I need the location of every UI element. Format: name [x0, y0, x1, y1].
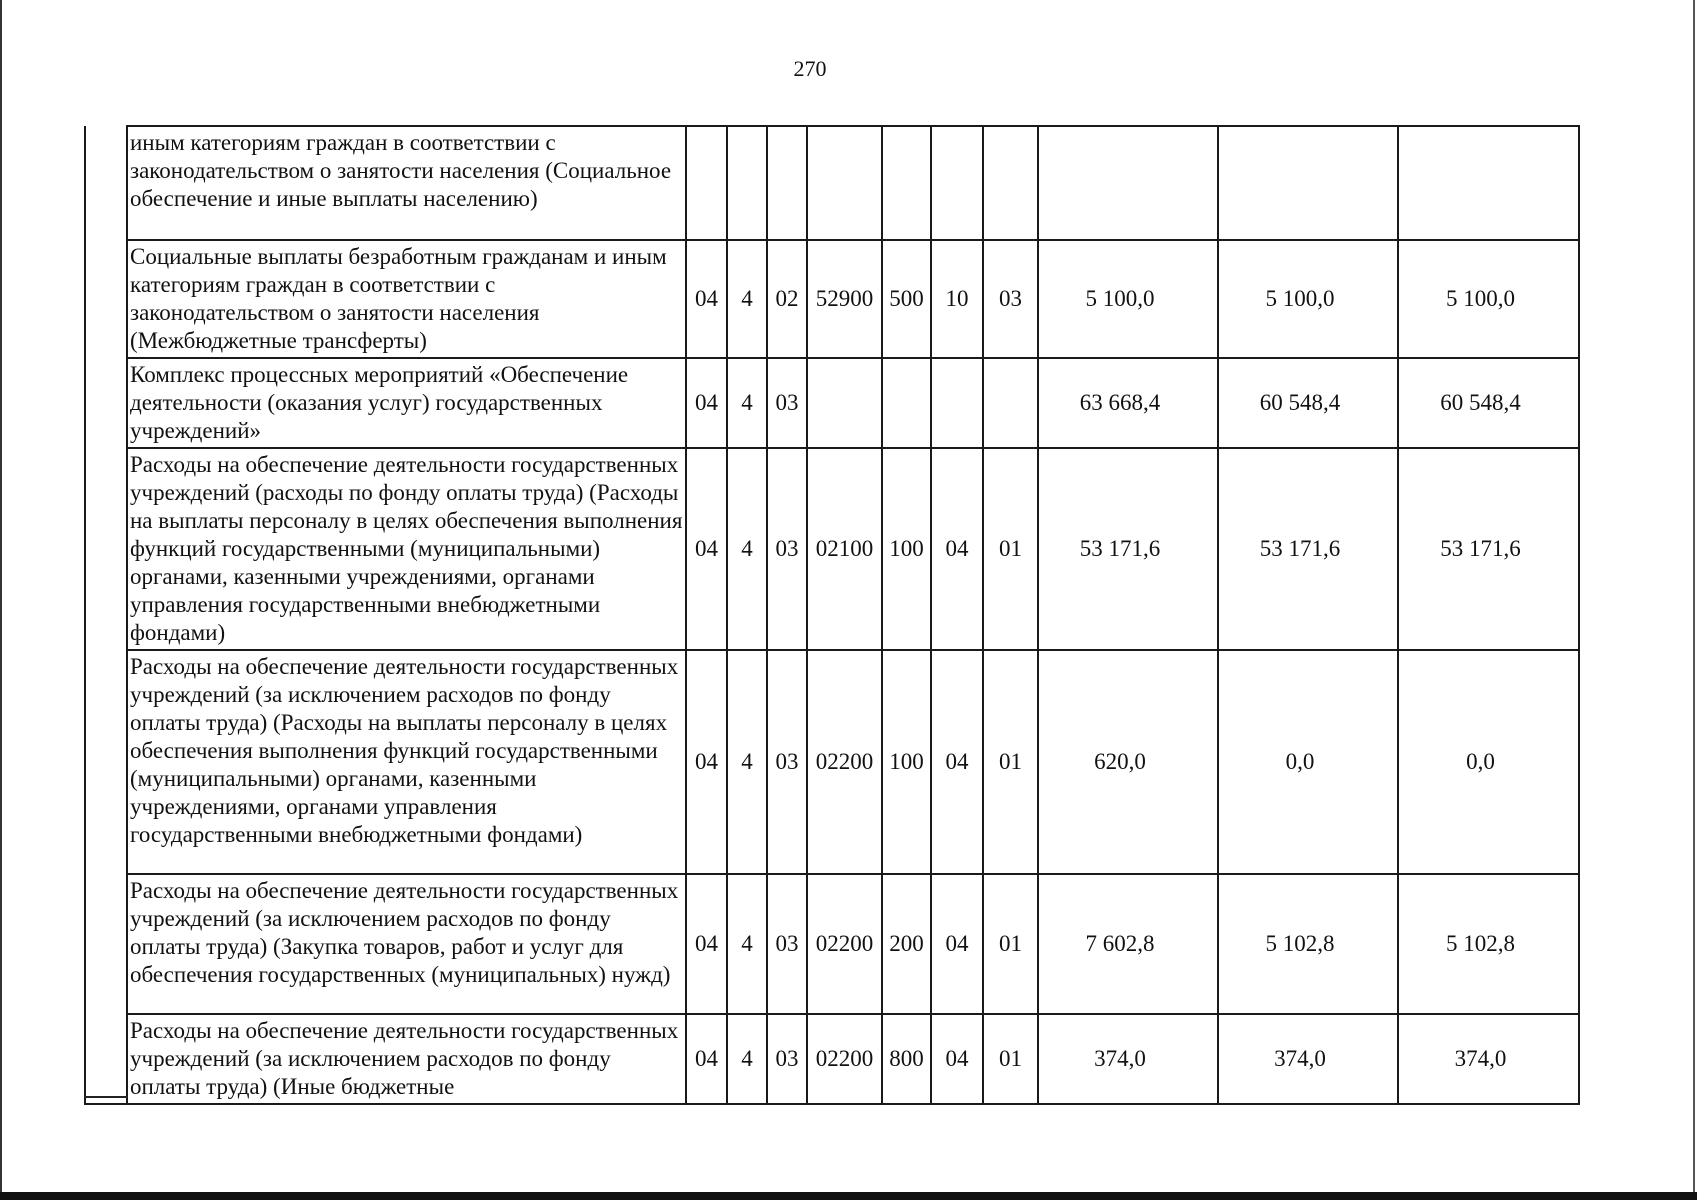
code-expense-type-cell: 800: [882, 1014, 931, 1104]
row-number-cell: [85, 1014, 127, 1104]
table-row: [85, 240, 1579, 358]
code-section-cell: 04: [686, 1014, 727, 1104]
scan-left-edge: [0, 0, 2, 1200]
bottom-margin-line: [84, 1096, 128, 1098]
code-subdivision-cell: [983, 126, 1038, 240]
code-subdivision-cell: [983, 358, 1038, 448]
row-number-cell: [85, 448, 127, 650]
amount-year-1-cell: 7 602,8: [1038, 874, 1218, 1014]
amount-year-2-cell: 53 171,6: [1218, 448, 1398, 650]
amount-year-2-cell: 5 100,0: [1218, 240, 1398, 358]
row-number-cell: [85, 650, 127, 874]
amount-year-2-cell: 0,0: [1218, 650, 1398, 874]
amount-year-3-cell: 5 100,0: [1398, 240, 1579, 358]
code-expense-type-cell: 500: [882, 240, 931, 358]
code-subdivision-cell: 01: [983, 650, 1038, 874]
table-body: [85, 126, 1579, 1104]
code-program-cell: 03: [767, 650, 807, 874]
scan-right-edge: [1693, 0, 1695, 1200]
budget-table: [84, 125, 1580, 1105]
row-number-cell: [85, 358, 127, 448]
table-row: [85, 1014, 1579, 1104]
table-row: [85, 874, 1579, 1014]
row-description: Социальные выплаты безработным гражданам и иным категориям граждан в соответствии с законодательством о занятости населения (Межбюджетные трансферты): [127, 240, 686, 358]
amount-year-2-cell: [1218, 126, 1398, 240]
amount-year-3-cell: 60 548,4: [1398, 358, 1579, 448]
code-item-cell: 02200: [807, 874, 882, 1014]
amount-year-3-cell: 53 171,6: [1398, 448, 1579, 650]
code-expense-type-cell: 200: [882, 874, 931, 1014]
code-item-cell: 02200: [807, 650, 882, 874]
code-item-cell: 02100: [807, 448, 882, 650]
amount-year-1-cell: [1038, 126, 1218, 240]
code-expense-type-cell: [882, 358, 931, 448]
amount-year-1-cell: 620,0: [1038, 650, 1218, 874]
amount-year-1-cell: 5 100,0: [1038, 240, 1218, 358]
code-item-cell: [807, 126, 882, 240]
code-division-cell: 10: [931, 240, 983, 358]
amount-year-3-cell: 0,0: [1398, 650, 1579, 874]
code-expense-type-cell: [882, 126, 931, 240]
code-division-cell: 04: [931, 448, 983, 650]
code-program-cell: 03: [767, 358, 807, 448]
code-program-cell: [767, 126, 807, 240]
code-subsection-cell: 4: [727, 240, 767, 358]
table-row: [85, 650, 1579, 874]
code-subsection-cell: 4: [727, 358, 767, 448]
amount-year-2-cell: 374,0: [1218, 1014, 1398, 1104]
row-number-cell: [85, 126, 127, 240]
amount-year-2-cell: 60 548,4: [1218, 358, 1398, 448]
code-section-cell: [686, 126, 727, 240]
amount-year-3-cell: 5 102,8: [1398, 874, 1579, 1014]
code-division-cell: [931, 358, 983, 448]
row-description: иным категориям граждан в соответствии с законодательством о занятости населения (Социальное обеспечение и иные выплаты населению): [127, 126, 686, 240]
code-program-cell: 03: [767, 448, 807, 650]
code-program-cell: 03: [767, 1014, 807, 1104]
code-subdivision-cell: 01: [983, 448, 1038, 650]
amount-year-1-cell: 63 668,4: [1038, 358, 1218, 448]
row-description: Расходы на обеспечение деятельности государственных учреждений (за исключением расходов по фонду оплаты труда) (Закупка товаров, работ и услуг для обеспечения государственных (муниципальных) нужд): [127, 874, 686, 1014]
code-division-cell: 04: [931, 874, 983, 1014]
code-subsection-cell: 4: [727, 874, 767, 1014]
code-division-cell: [931, 126, 983, 240]
table-row: [85, 448, 1579, 650]
code-section-cell: 04: [686, 650, 727, 874]
code-subdivision-cell: 03: [983, 240, 1038, 358]
code-expense-type-cell: 100: [882, 448, 931, 650]
row-description: Расходы на обеспечение деятельности государственных учреждений (расходы по фонду оплаты труда) (Расходы на выплаты персоналу в целях обеспечения выполнения функций государственными (муниципальными) органами, казенными учреждениями, органами управления государственными внебюджетными фондами): [127, 448, 686, 650]
code-section-cell: 04: [686, 874, 727, 1014]
scan-bottom-bar: [0, 1192, 1697, 1200]
code-section-cell: 04: [686, 240, 727, 358]
code-item-cell: 52900: [807, 240, 882, 358]
amount-year-1-cell: 374,0: [1038, 1014, 1218, 1104]
code-section-cell: 04: [686, 448, 727, 650]
amount-year-1-cell: 53 171,6: [1038, 448, 1218, 650]
code-subsection-cell: 4: [727, 650, 767, 874]
row-number-cell: [85, 240, 127, 358]
amount-year-2-cell: 5 102,8: [1218, 874, 1398, 1014]
code-subsection-cell: [727, 126, 767, 240]
table-row: [85, 358, 1579, 448]
page-number: 270: [793, 56, 827, 81]
code-program-cell: 03: [767, 874, 807, 1014]
code-item-cell: [807, 358, 882, 448]
amount-year-3-cell: [1398, 126, 1579, 240]
code-subsection-cell: 4: [727, 448, 767, 650]
code-division-cell: 04: [931, 1014, 983, 1104]
row-description: Комплекс процессных мероприятий «Обеспечение деятельности (оказания услуг) государственных учреждений»: [127, 358, 686, 448]
code-division-cell: 04: [931, 650, 983, 874]
amount-year-3-cell: 374,0: [1398, 1014, 1579, 1104]
row-number-cell: [85, 874, 127, 1014]
code-expense-type-cell: 100: [882, 650, 931, 874]
code-subdivision-cell: 01: [983, 874, 1038, 1014]
code-subsection-cell: 4: [727, 1014, 767, 1104]
code-section-cell: 04: [686, 358, 727, 448]
row-description: Расходы на обеспечение деятельности государственных учреждений (за исключением расходов по фонду оплаты труда) (Расходы на выплаты персоналу в целях обеспечения выполнения функций государственными (муниципальными) органами, казенными учреждениями, органами управления государственными внебюджетными фондами): [127, 650, 686, 874]
code-item-cell: 02200: [807, 1014, 882, 1104]
code-program-cell: 02: [767, 240, 807, 358]
row-description: Расходы на обеспечение деятельности государственных учреждений (за исключением расходов по фонду оплаты труда) (Иные бюджетные: [127, 1014, 686, 1104]
code-subdivision-cell: 01: [983, 1014, 1038, 1104]
table-row: [85, 126, 1579, 240]
